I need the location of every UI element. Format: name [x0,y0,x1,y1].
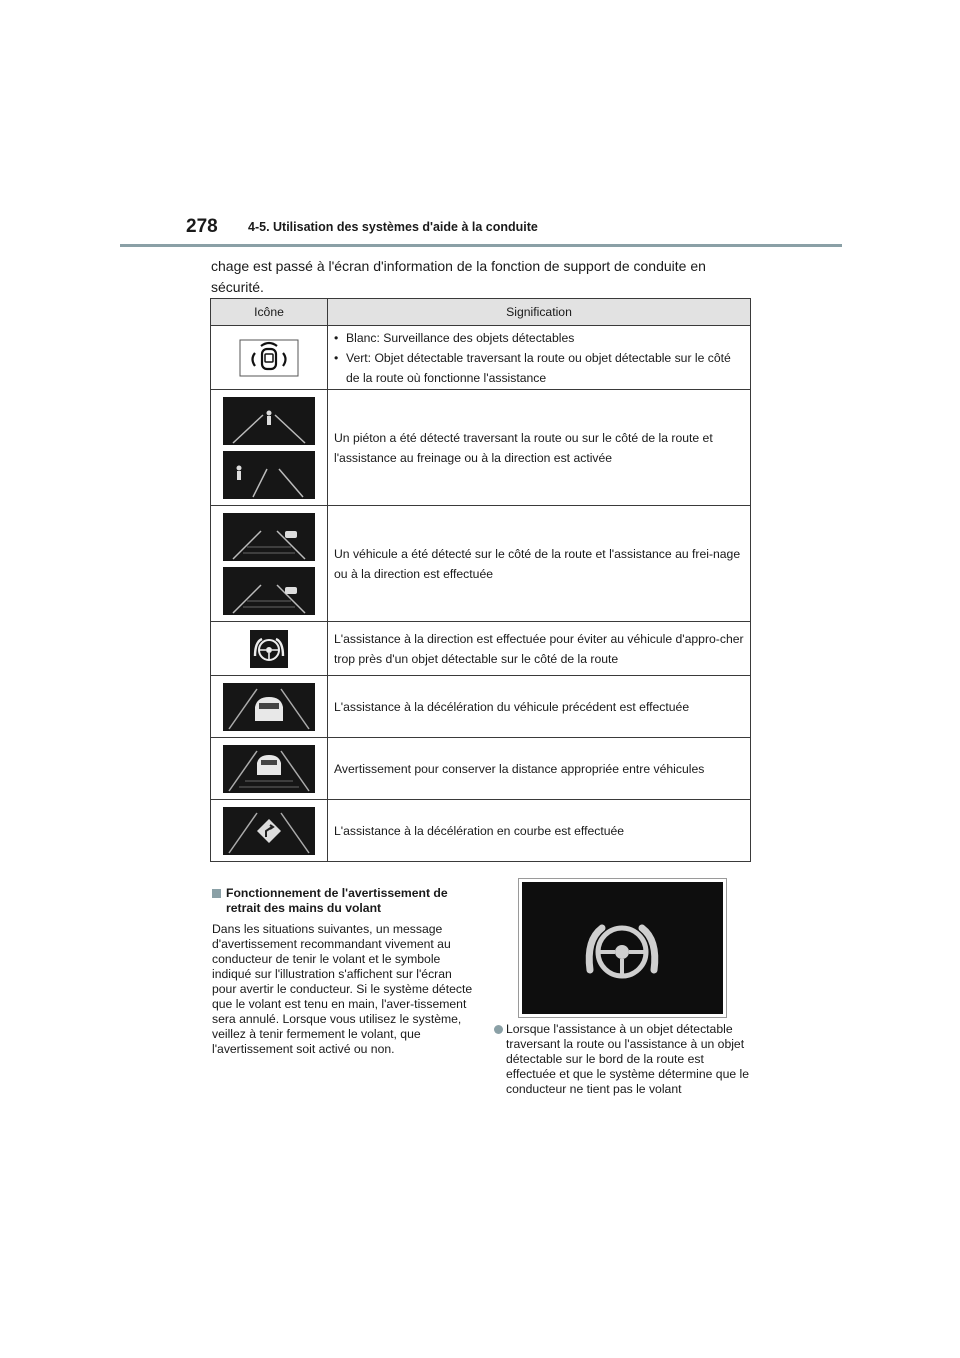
vehicle-side-road-icon [211,513,327,615]
circle-bullet-icon [494,1025,503,1034]
car-ahead-decel-icon [223,683,315,731]
car-distance-icon [223,745,315,793]
header-meaning: Signification [328,299,751,326]
row-text: Un véhicule a été détecté sur le côté de la route et l'assistance au frei-nage ou à la direction est effectuée [328,506,751,622]
table-header-row [211,299,751,326]
row-text: L'assistance à la direction est effectuée pour éviter au véhicule d'appro-cher trop près d'un objet détectable sur le côté de la route [328,622,751,676]
table-row [211,800,751,862]
steering-hands-icon [250,630,288,668]
header-rule [120,244,842,247]
page-number: 278 [186,216,218,237]
icon-table [210,298,751,862]
square-bullet-icon [212,889,221,898]
note-item: Lorsque l'assistance à un objet détectable traversant la route ou l'assistance à un objet détectable sur le bord de la route est effectuée et que le système détermine que le conducteur ne tient pas le volant [494,1022,756,1097]
section-title: Fonctionnement de l'avertissement de retrait des mains du volant [212,886,472,916]
pedestrian-road-icon [211,397,327,499]
table-row [211,738,751,800]
car-radar-icon [239,339,299,377]
section-header: 4-5. Utilisation des systèmes d'aide à la conduite [248,220,538,234]
table-row [211,390,751,506]
row-text: Un piéton a été détecté traversant la route ou sur le côté de la route et l'assistance au freinage ou à la direction est activée [328,390,751,506]
list-item: • Vert: Objet détectable traversant la route ou objet détectable sur le côté de la route où fonctionne l'assistance [334,350,731,385]
curve-decel-icon [223,807,315,855]
list-item: • Blanc: Surveillance des objets détectables [334,330,575,345]
header-icon: Icône [211,299,328,326]
hands-on-wheel-icon [522,882,723,1014]
table-row [211,326,751,390]
row-text: Avertissement pour conserver la distance appropriée entre véhicules [328,738,751,800]
table-row [211,506,751,622]
table-row [211,622,751,676]
section-body: Dans les situations suivantes, un message d'avertissement recommandant vivement au conducteur de tenir le volant et le symbole indiqué sur l'illustration s'affichent sur l'écran pour avertir le conducteur. Si le système détecte que le volant est tenu en main, l'aver-tissement sera annulé. Lorsque vous utilisez le système, veillez à tenir fermement le volant, que l'avertissement soit activé ou non. [212,922,473,1056]
row-text: L'assistance à la décélération en courbe est effectuée [328,800,751,862]
intro-text: chage est passé à l'écran d'information de la fonction de support de conduite en sécurité. [211,258,706,295]
table-row [211,676,751,738]
warning-screen-illustration [518,878,727,1018]
row-text: L'assistance à la décélération du véhicule précédent est effectuée [328,676,751,738]
